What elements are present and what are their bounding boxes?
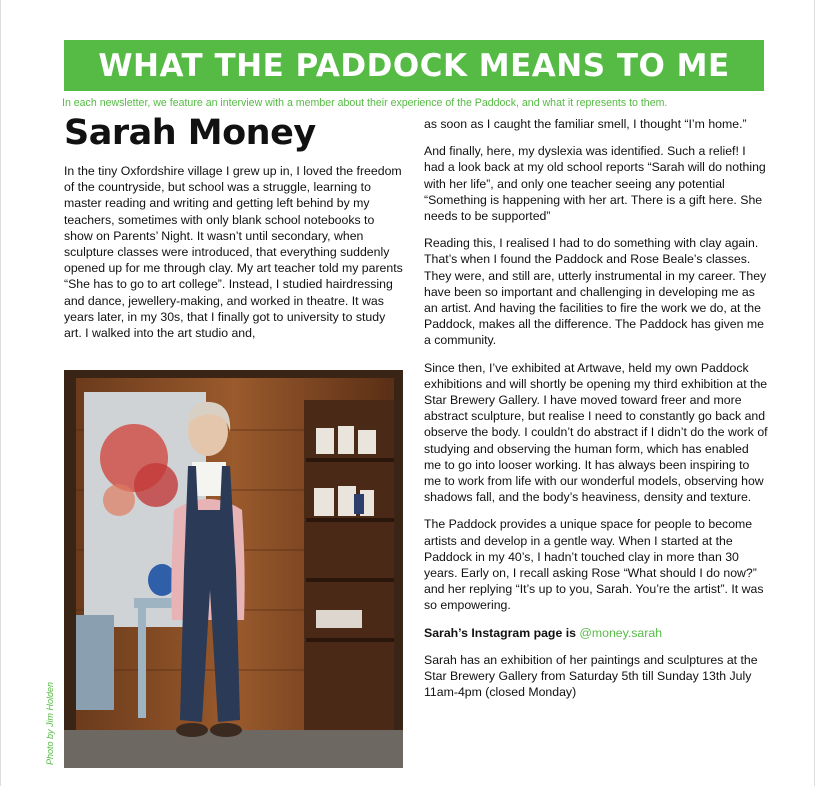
exhibition-info: Sarah has an exhibition of her paintings and sculptures at the Star Brewery Gallery from Saturday 5th till Sunday 13th July 11am-4pm (closed Monday) [424, 652, 758, 700]
right-column [424, 116, 769, 712]
member-name: Sarah Money [64, 113, 316, 153]
instagram-line [424, 625, 769, 641]
intro-text: In each newsletter, we feature an interview with a member about their experience of the Paddock, and what it represents to them. [62, 97, 668, 109]
portrait-photo [64, 370, 403, 768]
article-paragraph: And finally, here, my dyslexia was identified. Such a relief! I had a look back at my old school reports “Sarah will do nothing with her life”, and only one teacher seeing any potential “Something is happening with her art. There is a gift here. She needs to be supported” [424, 144, 766, 224]
banner-title: WHAT THE PADDOCK MEANS TO ME [98, 47, 730, 84]
instagram-label: Sarah’s Instagram page is [424, 625, 580, 640]
section-banner [64, 40, 764, 91]
article-paragraph: as soon as I caught the familiar smell, I thought “I’m home.” [424, 117, 747, 131]
article-paragraph: In the tiny Oxfordshire village I grew up in, I loved the freedom of the countryside, but school was a struggle, learning to master reading and writing and getting left behind by my teachers, sometimes with only blank school notebooks to show on Parents’ Night. It wasn’t until secondary, when sculpture classes were introduced, that everything suddenly opened up for me through clay. My art teacher told my parents “She has to go to art college”. Instead, I studied hairdressing and dance, jewellery-making, and worked in theatre. It was years later, in my 30s, that I finally got to university to study art. I walked into the art studio and, [64, 164, 403, 341]
article-paragraph: Reading this, I realised I had to do something with clay again. That’s when I found the Paddock and Rose Beale’s classes. They were, and still are, utterly instrumental in my career. They have been so important and challenging in developing me as an artist. And having the facilities to fire the work we do, at the Paddock, makes all the difference. The Paddock has given me a community. [424, 236, 767, 348]
article-paragraph: The Paddock provides a unique space for people to become artists and develop in a gentle way. When I started at the Paddock in my 40’s, I hadn’t touched clay in more than 30 years. Early on, I recall asking Rose “What should I do now?” and her replying “It’s up to you, Sarah. You’re the artist”. It was so empowering. [424, 517, 764, 613]
article-paragraph: Since then, I’ve exhibited at Artwave, held my own Paddock exhibitions and will shortly be opening my third exhibition at the Star Brewery Gallery. I have moved toward freer and more abstract sculpture, but realise I need to constantly go back and observe the body. I couldn’t do abstract if I didn’t do the work of studying and observing the human form, which has enabled me to go into looser working. It has always been inspiring to me to work from life with our wonderful models, observing how shadows fall, and the body’s heaviness, density and texture. [424, 360, 768, 505]
left-column [64, 163, 406, 352]
instagram-handle-link[interactable]: @money.sarah [579, 625, 663, 640]
photo-credit: Photo by Jim Holden [45, 681, 55, 765]
